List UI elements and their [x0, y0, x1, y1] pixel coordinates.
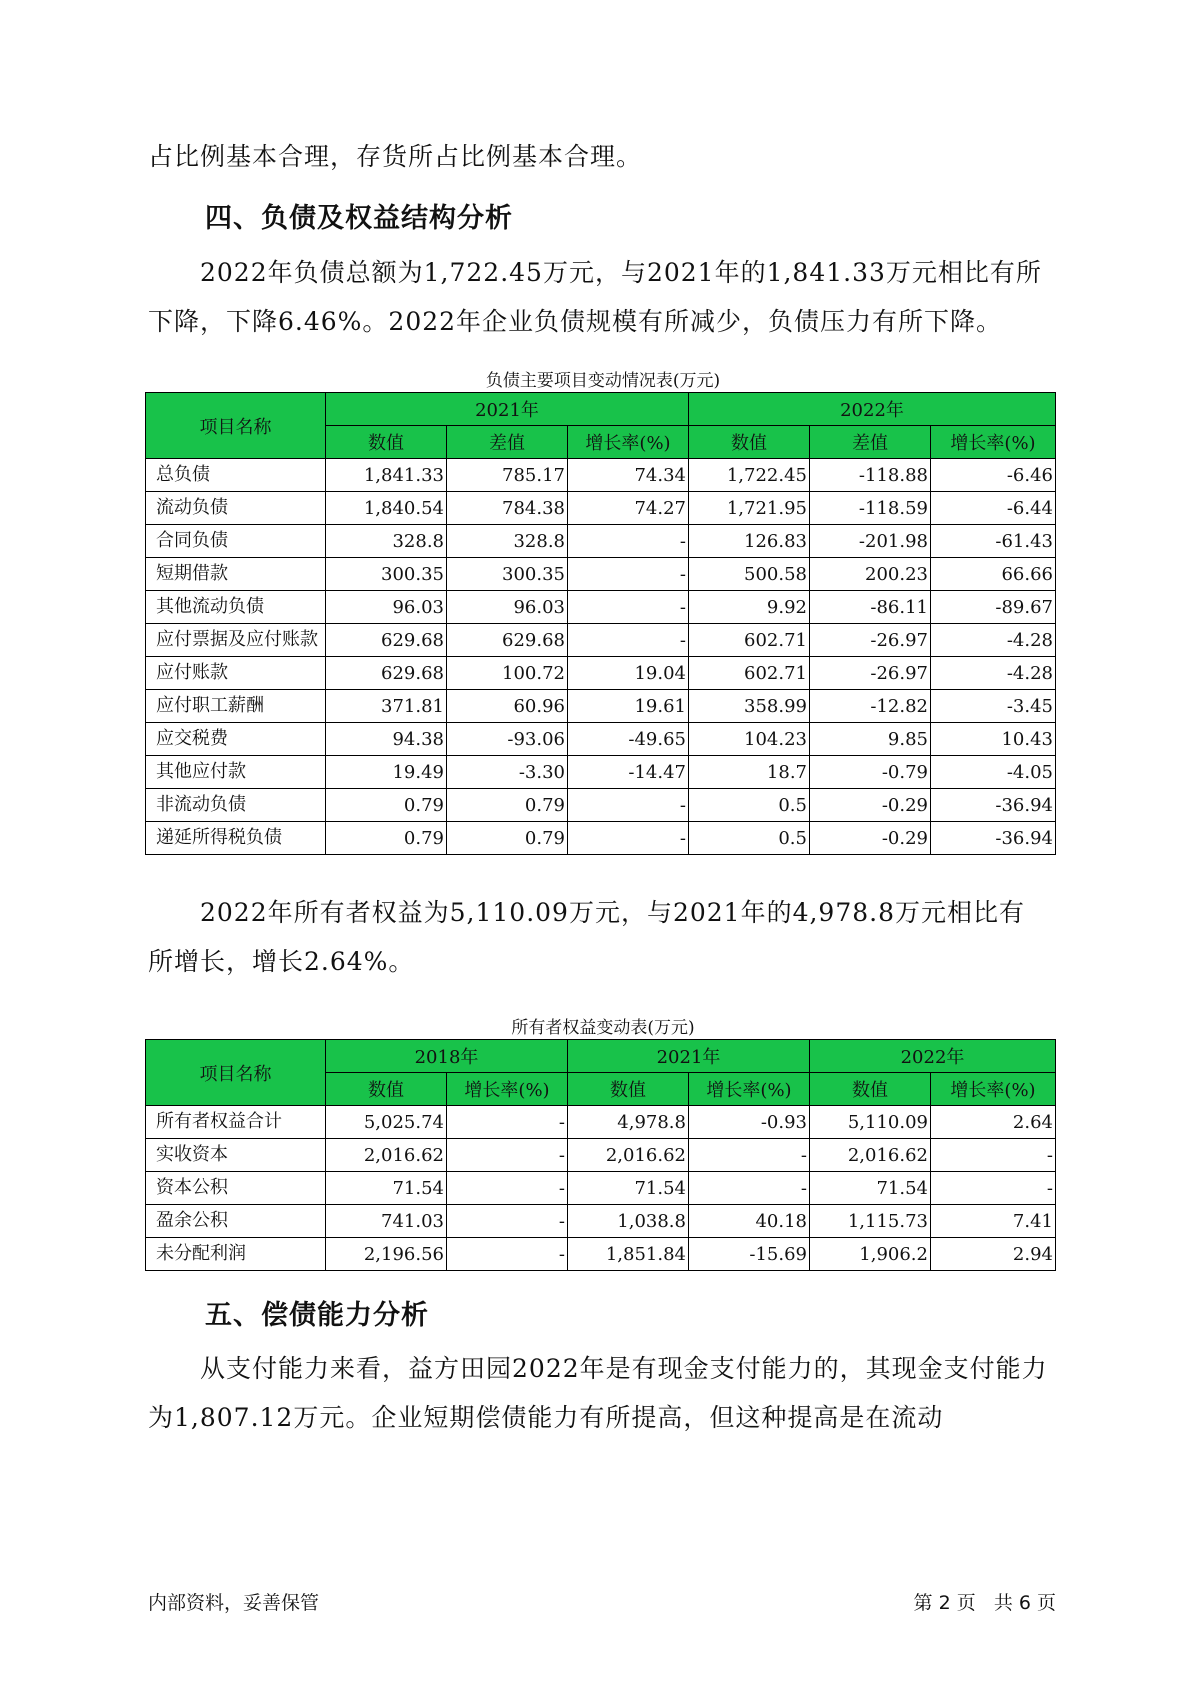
table-row	[146, 591, 1056, 624]
table-cell: 2,016.62	[326, 1139, 447, 1172]
table-cell: 629.68	[326, 657, 447, 690]
table-row	[146, 822, 1056, 855]
table-cell: -36.94	[931, 789, 1056, 822]
table-cell: 784.38	[447, 492, 568, 525]
table-cell: 7.41	[931, 1205, 1056, 1238]
table-cell: -118.59	[810, 492, 931, 525]
table-cell: 1,722.45	[689, 459, 810, 492]
table-cell: 100.72	[447, 657, 568, 690]
table-cell: -26.97	[810, 624, 931, 657]
table-cell: -118.88	[810, 459, 931, 492]
table-cell: -15.69	[689, 1238, 810, 1271]
table-row	[146, 624, 1056, 657]
table-cell: -12.82	[810, 690, 931, 723]
table-cell: -	[447, 1172, 568, 1205]
table-cell: 9.92	[689, 591, 810, 624]
table-cell: 1,906.2	[810, 1238, 931, 1271]
footer-confidential: 内部资料，妥善保管	[148, 1592, 320, 1614]
table-cell: 126.83	[689, 525, 810, 558]
table1-year-2022: 2022年	[689, 393, 1056, 426]
table-cell: -49.65	[568, 723, 689, 756]
table-cell: 71.54	[326, 1172, 447, 1205]
table-cell: 1,721.95	[689, 492, 810, 525]
row-label: 所有者权益合计	[146, 1106, 326, 1139]
table-cell: 0.79	[326, 822, 447, 855]
table-cell: 602.71	[689, 657, 810, 690]
table-cell: -36.94	[931, 822, 1056, 855]
table-cell: -	[931, 1172, 1056, 1205]
table1-subheader: 增长率(%)	[568, 426, 689, 459]
table-cell: 71.54	[568, 1172, 689, 1205]
table-cell: 629.68	[326, 624, 447, 657]
table-cell: 629.68	[447, 624, 568, 657]
table2-item-header: 项目名称	[146, 1040, 326, 1106]
row-label: 盈余公积	[146, 1205, 326, 1238]
table-cell: -	[568, 624, 689, 657]
row-label: 非流动负债	[146, 789, 326, 822]
table-cell: 371.81	[326, 690, 447, 723]
table-cell: 66.66	[931, 558, 1056, 591]
row-label: 短期借款	[146, 558, 326, 591]
table-cell: 18.7	[689, 756, 810, 789]
table-cell: 0.79	[447, 822, 568, 855]
table-cell: 2,196.56	[326, 1238, 447, 1271]
footer-page-number: 第 2 页 共 6 页	[913, 1592, 1056, 1614]
row-label: 应交税费	[146, 723, 326, 756]
table-cell: -4.05	[931, 756, 1056, 789]
table-cell: 19.04	[568, 657, 689, 690]
table-cell: 0.79	[326, 789, 447, 822]
row-label: 总负债	[146, 459, 326, 492]
table-cell: 0.5	[689, 822, 810, 855]
table2-subheader: 增长率(%)	[689, 1073, 810, 1106]
table1-year-2021: 2021年	[326, 393, 689, 426]
table-cell: -61.43	[931, 525, 1056, 558]
table-row	[146, 558, 1056, 591]
table2-subheader: 数值	[326, 1073, 447, 1106]
table1-subheader: 数值	[326, 426, 447, 459]
table1-caption: 负债主要项目变动情况表(万元)	[485, 371, 721, 391]
table-cell: 0.5	[689, 789, 810, 822]
table2-caption: 所有者权益变动表(万元)	[511, 1018, 695, 1038]
section4-title: 四、负债及权益结构分析	[205, 203, 513, 234]
table1-subheader: 差值	[447, 426, 568, 459]
table-cell: 200.23	[810, 558, 931, 591]
table-cell: -86.11	[810, 591, 931, 624]
table-cell: 741.03	[326, 1205, 447, 1238]
table-cell: 2,016.62	[810, 1139, 931, 1172]
table1-subheader: 增长率(%)	[931, 426, 1056, 459]
table-cell: -93.06	[447, 723, 568, 756]
table-cell: 2.94	[931, 1238, 1056, 1271]
table-cell: -3.30	[447, 756, 568, 789]
table-cell: 300.35	[447, 558, 568, 591]
section5-paragraph: 从支付能力来看，益方田园2022年是有现金支付能力的，其现金支付能力为1,807.12万元。企业短期偿债能力有所提高，但这种提高是在流动	[148, 1354, 1048, 1432]
row-label: 其他流动负债	[146, 591, 326, 624]
table2-subheader: 数值	[810, 1073, 931, 1106]
section5-title: 五、偿债能力分析	[205, 1300, 429, 1331]
row-label: 合同负债	[146, 525, 326, 558]
equity-paragraph: 2022年所有者权益为5,110.09万元，与2021年的4,978.8万元相比有所增长，增长2.64%。	[148, 898, 1025, 976]
table-cell: 1,038.8	[568, 1205, 689, 1238]
equity-table	[145, 1039, 1056, 1271]
row-label: 实收资本	[146, 1139, 326, 1172]
table2-subheader: 数值	[568, 1073, 689, 1106]
table-row	[146, 789, 1056, 822]
row-label: 应付职工薪酬	[146, 690, 326, 723]
liability-table	[145, 392, 1056, 855]
row-label: 未分配利润	[146, 1238, 326, 1271]
table-cell: -	[447, 1238, 568, 1271]
table-cell: 74.34	[568, 459, 689, 492]
table-row	[146, 723, 1056, 756]
table-cell: 60.96	[447, 690, 568, 723]
table-cell: 1,840.54	[326, 492, 447, 525]
row-label: 资本公积	[146, 1172, 326, 1205]
table-cell: 71.54	[810, 1172, 931, 1205]
table-row	[146, 492, 1056, 525]
table-row	[146, 525, 1056, 558]
table-cell: 358.99	[689, 690, 810, 723]
intro-line: 占比例基本合理，存货所占比例基本合理。	[148, 142, 643, 171]
table-cell: -	[568, 822, 689, 855]
table-cell: -	[931, 1139, 1056, 1172]
table-row	[146, 1106, 1056, 1139]
table-cell: 5,110.09	[810, 1106, 931, 1139]
table-cell: 1,841.33	[326, 459, 447, 492]
table-row	[146, 1139, 1056, 1172]
table-cell: 328.8	[326, 525, 447, 558]
table1-item-header: 项目名称	[146, 393, 326, 459]
table-cell: -	[568, 789, 689, 822]
table1-subheader: 数值	[689, 426, 810, 459]
table-cell: 0.79	[447, 789, 568, 822]
table-cell: 19.49	[326, 756, 447, 789]
table-cell: -0.93	[689, 1106, 810, 1139]
table-cell: -201.98	[810, 525, 931, 558]
table-cell: -26.97	[810, 657, 931, 690]
table-cell: -	[568, 558, 689, 591]
table-cell: 2,016.62	[568, 1139, 689, 1172]
table-cell: -	[568, 591, 689, 624]
row-label: 流动负债	[146, 492, 326, 525]
row-label: 递延所得税负债	[146, 822, 326, 855]
table-cell: 10.43	[931, 723, 1056, 756]
section4-paragraph: 2022年负债总额为1,722.45万元，与2021年的1,841.33万元相比有所下降，下降6.46%。2022年企业负债规模有所减少，负债压力有所下降。	[148, 258, 1042, 336]
table-cell: 96.03	[326, 591, 447, 624]
table-row	[146, 459, 1056, 492]
table-cell: -89.67	[931, 591, 1056, 624]
table-cell: 602.71	[689, 624, 810, 657]
table-cell: -	[447, 1139, 568, 1172]
table-row	[146, 1172, 1056, 1205]
table-cell: -	[568, 525, 689, 558]
table-cell: -	[447, 1205, 568, 1238]
table-cell: 5,025.74	[326, 1106, 447, 1139]
table2-year-2018: 2018年	[326, 1040, 568, 1073]
table-cell: -4.28	[931, 624, 1056, 657]
table-row	[146, 1238, 1056, 1271]
table-cell: 328.8	[447, 525, 568, 558]
table1-subheader: 差值	[810, 426, 931, 459]
table-cell: -4.28	[931, 657, 1056, 690]
table-row	[146, 756, 1056, 789]
table-cell: 500.58	[689, 558, 810, 591]
table-cell: -3.45	[931, 690, 1056, 723]
table-row	[146, 1205, 1056, 1238]
table-cell: 74.27	[568, 492, 689, 525]
table-cell: 785.17	[447, 459, 568, 492]
row-label: 应付账款	[146, 657, 326, 690]
table-cell: 2.64	[931, 1106, 1056, 1139]
table-cell: 300.35	[326, 558, 447, 591]
table-cell: -6.46	[931, 459, 1056, 492]
table-row	[146, 690, 1056, 723]
table-cell: -0.29	[810, 789, 931, 822]
table2-year-2021: 2021年	[568, 1040, 810, 1073]
table-cell: -	[689, 1172, 810, 1205]
table2-year-2022: 2022年	[810, 1040, 1056, 1073]
table-cell: 19.61	[568, 690, 689, 723]
table-cell: -	[689, 1139, 810, 1172]
table-cell: 104.23	[689, 723, 810, 756]
table-cell: 96.03	[447, 591, 568, 624]
table-cell: -0.29	[810, 822, 931, 855]
table-cell: 9.85	[810, 723, 931, 756]
table-cell: -	[447, 1106, 568, 1139]
table-cell: 40.18	[689, 1205, 810, 1238]
table-row	[146, 657, 1056, 690]
table2-subheader: 增长率(%)	[931, 1073, 1056, 1106]
table-cell: -0.79	[810, 756, 931, 789]
table-cell: -14.47	[568, 756, 689, 789]
row-label: 其他应付款	[146, 756, 326, 789]
table-cell: 94.38	[326, 723, 447, 756]
table-cell: -6.44	[931, 492, 1056, 525]
table-cell: 1,851.84	[568, 1238, 689, 1271]
row-label: 应付票据及应付账款	[146, 624, 326, 657]
table2-subheader: 增长率(%)	[447, 1073, 568, 1106]
table-cell: 4,978.8	[568, 1106, 689, 1139]
table-cell: 1,115.73	[810, 1205, 931, 1238]
